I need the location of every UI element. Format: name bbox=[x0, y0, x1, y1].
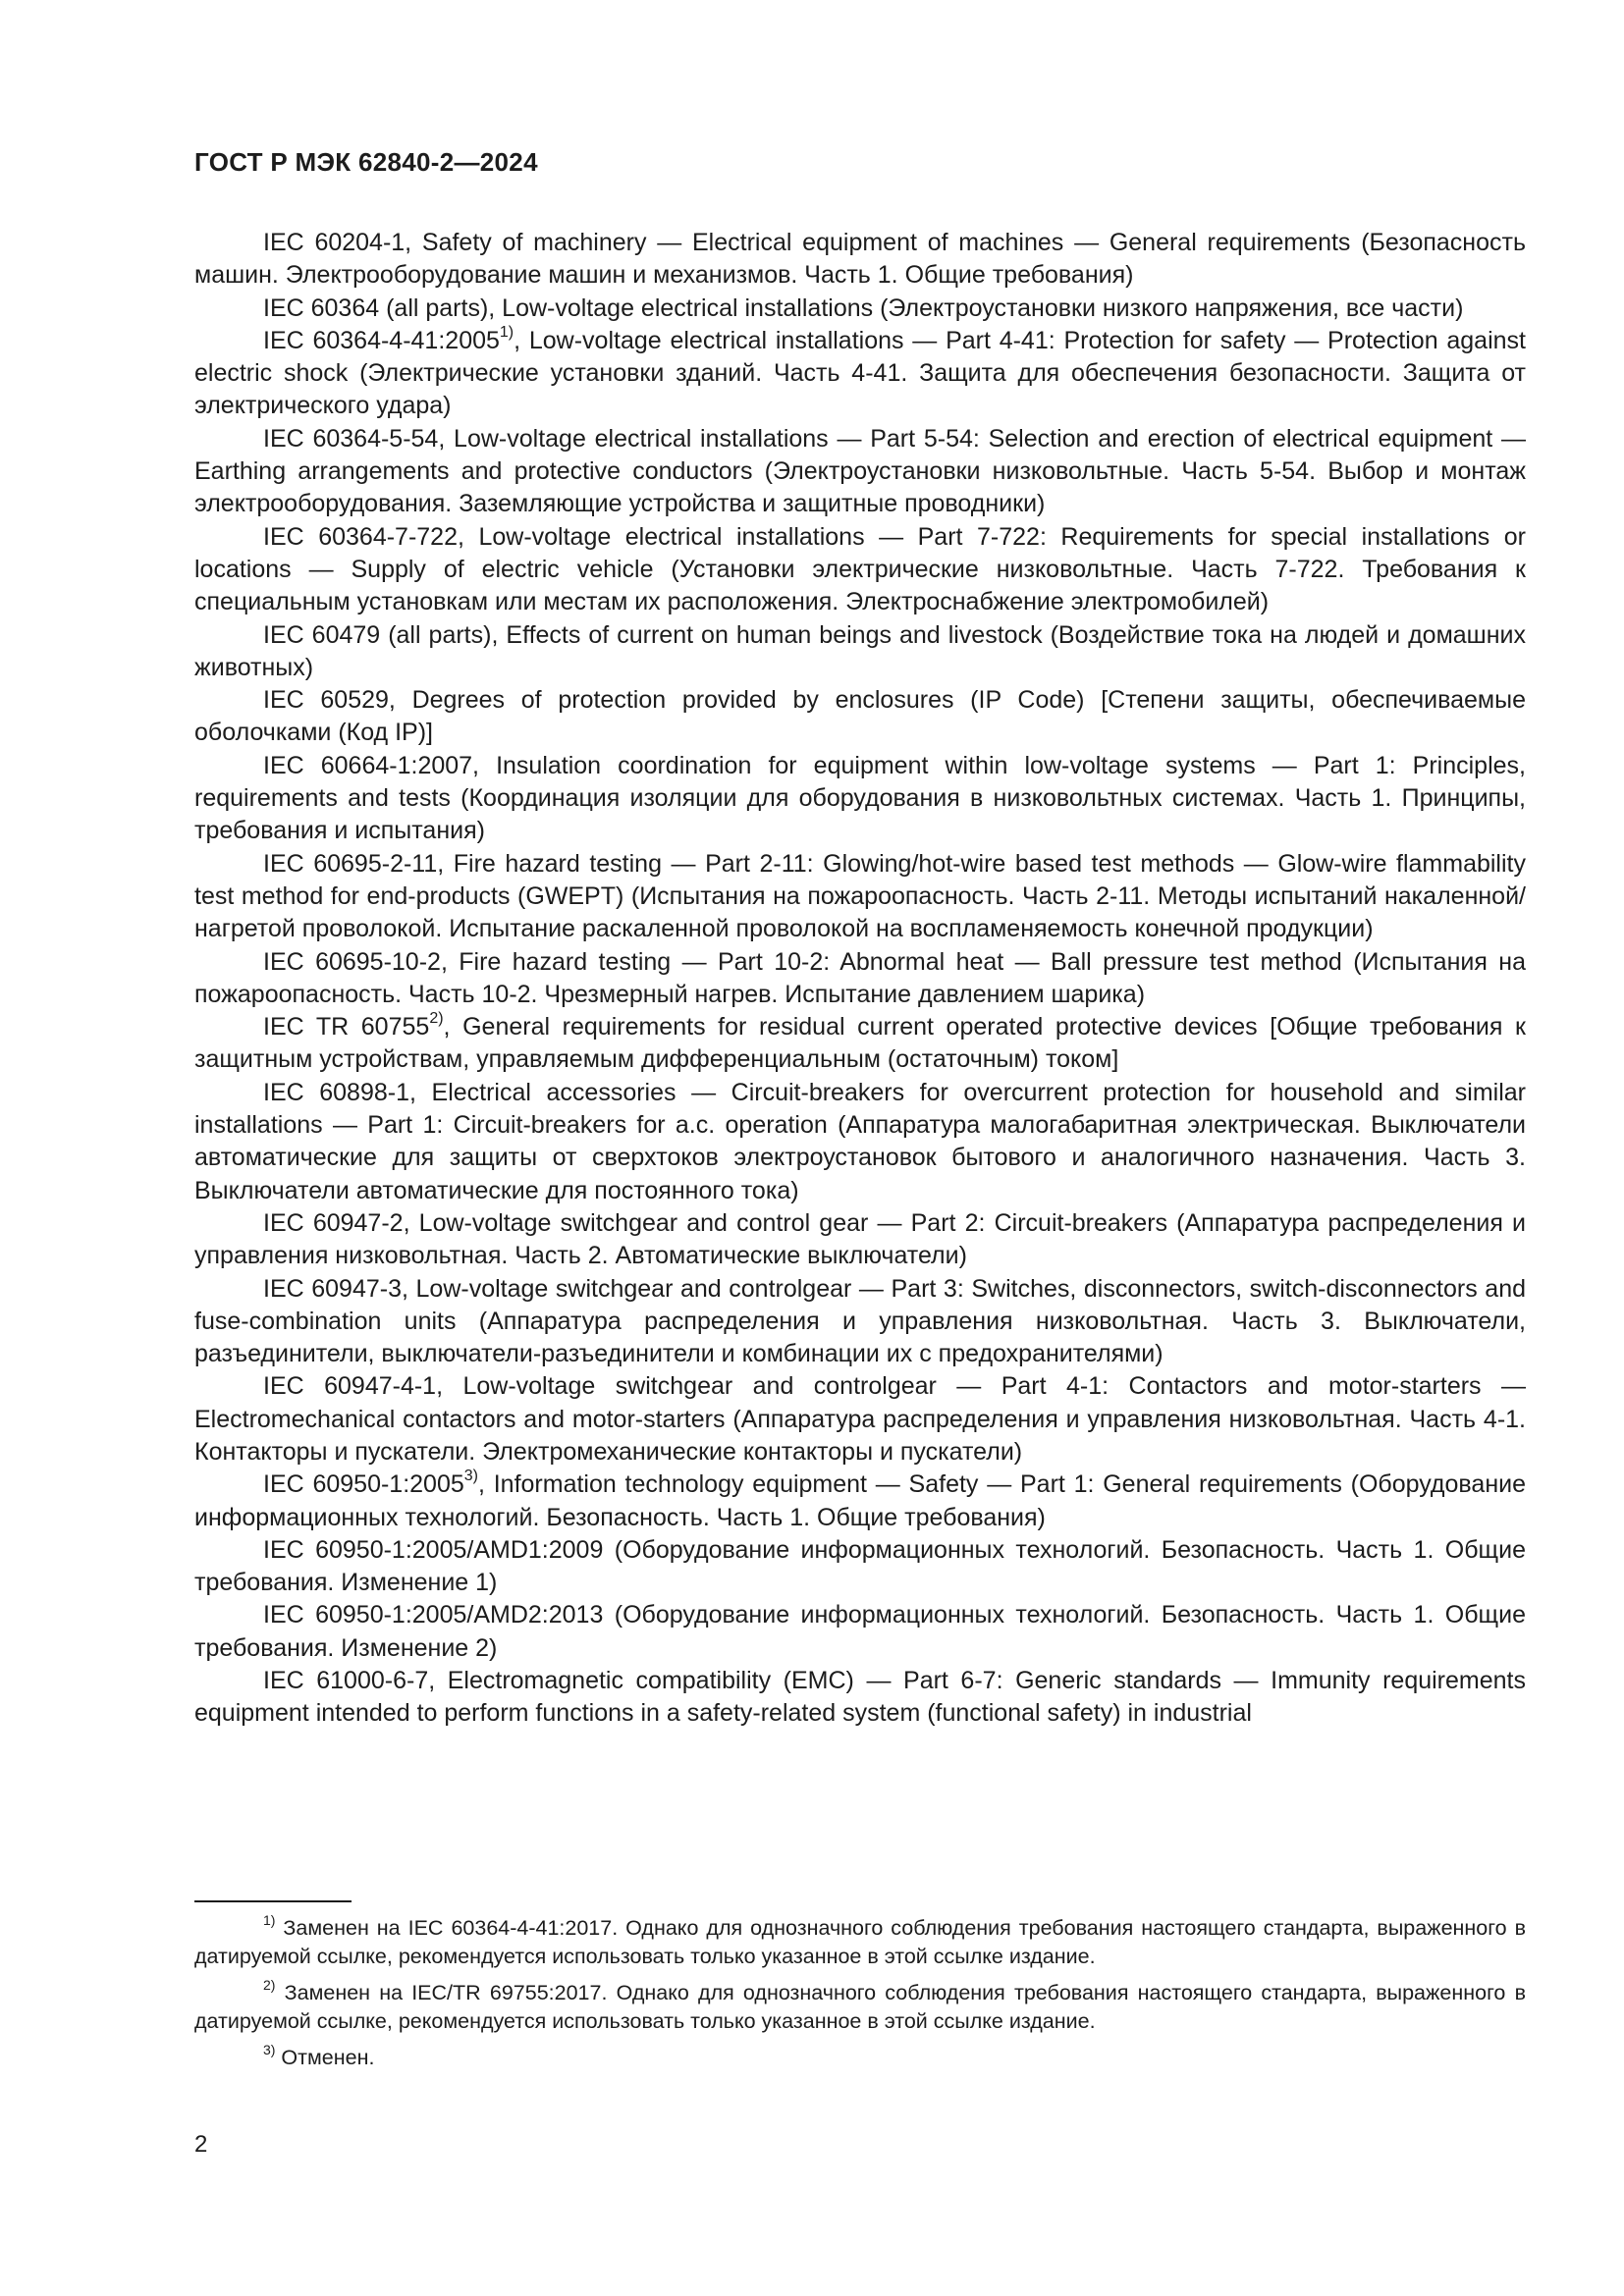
reference-item: IEC 60947-3, Low-voltage switchgear and controlgear — Part 3: Switches, disconnectors, switch-disconnectors and fuse-combination units (Аппаратура распределения и управления низковольтная. Часть 3. Выключатели, разъединители, выключатели-разъединители и комбинации их с предохранителями) bbox=[194, 1274, 1526, 1368]
footnote-item: $^{3)}$ Отменен. bbox=[263, 2042, 375, 2069]
page-header: ГОСТ Р МЭК 62840-2—2024 bbox=[194, 147, 538, 177]
footnote-ref: 3) bbox=[463, 1468, 478, 1485]
reference-item: IEC 60364-7-722, Low-voltage electrical installations — Part 7-722: Requirements for special installations or locations — Supply of electric vehicle (Установки электрические низковольтные. Часть 7-722. Требования к специальным установкам или местам их расположения. Электроснабжение электромобилей) bbox=[194, 522, 1526, 616]
footnote-divider bbox=[194, 1900, 352, 1902]
reference-item: IEC 60947-2, Low-voltage switchgear and control gear — Part 2: Circuit-breakers (Аппаратура распределения и управления низковольтная. Часть 2. Автоматические выключатели) bbox=[194, 1208, 1526, 1270]
reference-item: IEC 60950-1:2005/AMD1:2009 (Оборудование информационных технологий. Безопасность. Часть 1. Общие требования. Изменение 1) bbox=[194, 1535, 1526, 1597]
footnote-ref: 2) bbox=[429, 1010, 444, 1028]
footnotes bbox=[194, 1914, 1526, 2080]
reference-item: IEC 60364-4-41:2005$^{1)}$, Low-voltage electrical installations — Part 4-41: Protection for safety — Protection against electric shock (Электрические установки зданий. Часть 4-41. Защита для обеспечения безопасности. Защита от электрического удара) bbox=[194, 323, 1526, 420]
reference-item: IEC 60364 (all parts), Low-voltage electrical installations (Электроустановки низкого напряжения, все части) bbox=[263, 294, 1464, 322]
reference-item: IEC 60364-5-54, Low-voltage electrical installations — Part 5-54: Selection and erection of electrical equipment — Earthing arrangements and protective conductors (Электроустановки низковольтные. Часть 5-54. Выбор и монтаж электрооборудования. Заземляющие устройства и защитные проводники) bbox=[194, 424, 1526, 518]
reference-item: IEC 61000-6-7, Electromagnetic compatibility (EMC) — Part 6-7: Generic standards — Immunity requirements equipment intended to perform functions in a safety-related system (functional safety) in industrial bbox=[194, 1667, 1526, 1728]
reference-item: IEC 60479 (all parts), Effects of current on human beings and livestock (Воздействие тока на людей и домашних животных) bbox=[194, 620, 1526, 681]
footnote-ref: 1) bbox=[499, 323, 514, 341]
footnote-mark: 3) bbox=[263, 2042, 276, 2057]
reference-item: IEC 60529, Degrees of protection provided by enclosures (IP Code) [Степени защиты, обеспечиваемые оболочками (Код IP)] bbox=[194, 686, 1526, 747]
footnote-mark: 2) bbox=[263, 1977, 276, 1993]
reference-item: IEC 60204-1, Safety of machinery — Electrical equipment of machines — General requirements (Безопасность машин. Электрооборудование машин и механизмов. Часть 1. Общие требования) bbox=[194, 229, 1526, 290]
reference-item: IEC 60695-10-2, Fire hazard testing — Part 10-2: Abnormal heat — Ball pressure test method (Испытания на пожароопасность. Часть 10-2. Чрезмерный нагрев. Испытание давлением шарика) bbox=[194, 947, 1526, 1008]
reference-item: IEC 60898-1, Electrical accessories — Circuit-breakers for overcurrent protection for household and similar installations — Part 1: Circuit-breakers for a.c. operation (Аппаратура малогабаритная электрическая. Выключатели автоматические для защиты от сверхтоков электроустановок бытового и аналогичного назначения. Часть 3. Выключатели автоматические для постоянного тока) bbox=[194, 1078, 1526, 1204]
reference-item: IEC 60664-1:2007, Insulation coordination for equipment within low-voltage systems — Part 1: Principles, requirements and tests (Координация изоляции для оборудования в низковольтных системах. Часть 1. Принципы, требования и испытания) bbox=[194, 751, 1526, 845]
page-number: 2 bbox=[194, 2131, 208, 2158]
reference-item: IEC 60947-4-1, Low-voltage switchgear and controlgear — Part 4-1: Contactors and motor-starters — Electromechanical contactors and motor-starters (Аппаратура распределения и управления низковольтная. Часть 4-1. Контакторы и пускатели. Электромеханические контакторы и пускатели) bbox=[194, 1372, 1526, 1466]
reference-item: IEC 60950-1:2005$^{3)}$, Information technology equipment — Safety — Part 1: General requirements (Оборудование информационных технологий. Безопасность. Часть 1. Общие требования) bbox=[194, 1468, 1526, 1531]
footnote-mark: 1) bbox=[263, 1912, 276, 1928]
reference-item: IEC TR 60755$^{2)}$, General requirements for residual current operated protective devices [Общие требования к защитным устройствам, управляемым дифференциальным (остаточным) током] bbox=[194, 1010, 1526, 1074]
footnote-item: $^{1)}$ Заменен на IEC 60364-4-41:2017. Однако для однозначного соблюдения требования настоящего стандарта, выраженного в датируемой ссылке, рекомендуется использовать только указанное в этой ссылке издание. bbox=[194, 1912, 1526, 1968]
reference-item: IEC 60695-2-11, Fire hazard testing — Part 2-11: Glowing/hot-wire based test methods — Glow-wire flammability test method for end-products (GWEPT) (Испытания на пожароопасность. Часть 2-11. Методы испытаний накаленной/нагретой проволокой. Испытание раскаленной проволокой на воспламеняемость конечной продукции) bbox=[194, 849, 1526, 943]
footnote-item: $^{2)}$ Заменен на IEC/TR 69755:2017. Однако для однозначного соблюдения требования настоящего стандарта, выраженного в датируемой ссылке, рекомендуется использовать только указанное в этой ссылке издание. bbox=[194, 1977, 1526, 2033]
reference-item: IEC 60950-1:2005/AMD2:2013 (Оборудование информационных технологий. Безопасность. Часть 1. Общие требования. Изменение 2) bbox=[194, 1601, 1526, 1662]
references-list bbox=[194, 227, 1526, 1731]
